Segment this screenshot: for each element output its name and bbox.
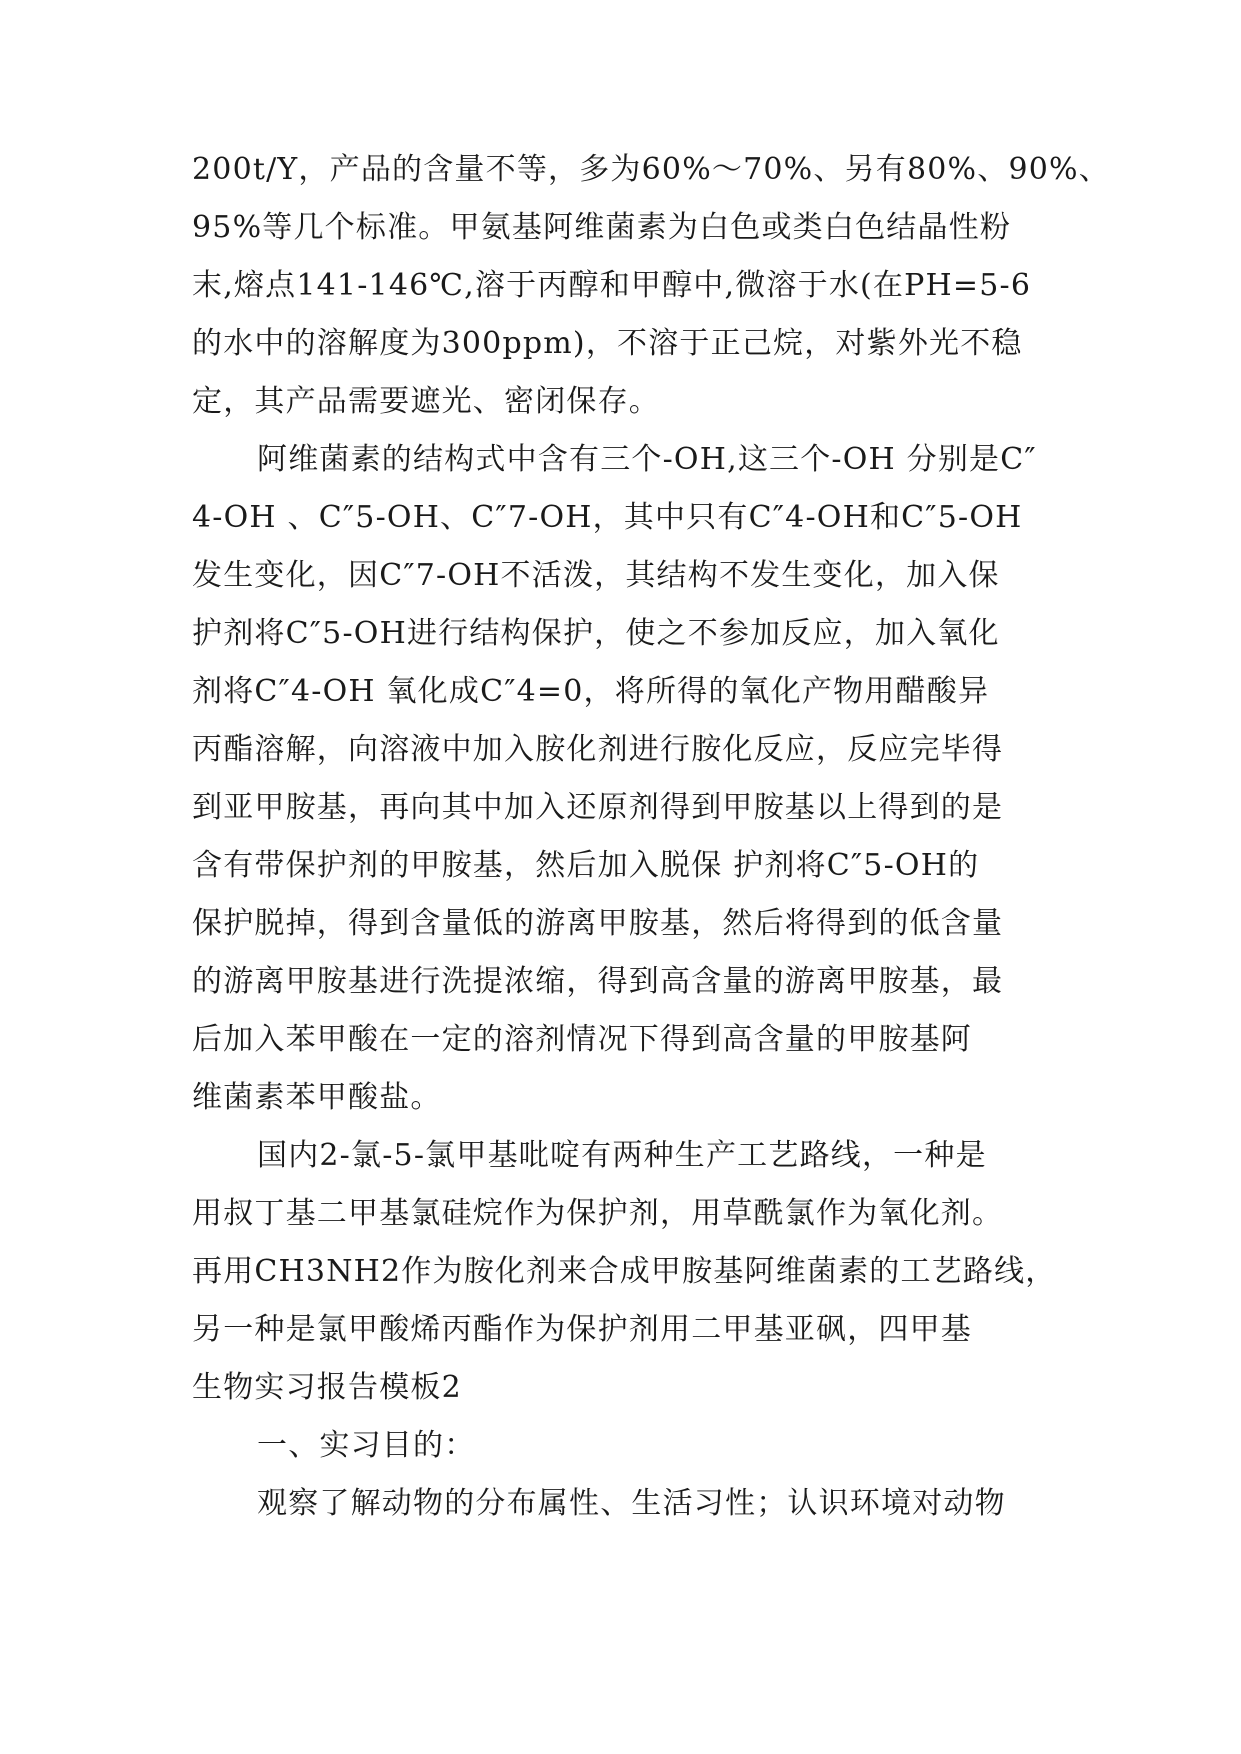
text-line: 含有带保护剂的甲胺基，然后加入脱保 护剂将C″5-OH的 xyxy=(192,848,980,883)
text-line: 200t/Y，产品的含量不等，多为60%～70%、另有80%、90%、 xyxy=(192,152,1110,187)
text-line: 定，其产品需要遮光、密闭保存。 xyxy=(192,384,660,419)
text-line: 末,熔点141-146℃,溶于丙醇和甲醇中,微溶于水(在PH=5-6 xyxy=(192,268,1032,303)
text-line: 剂将C″4-OH 氧化成C″4=0，将所得的氧化产物用醋酸异 xyxy=(192,674,990,709)
text-line: 后加入苯甲酸在一定的溶剂情况下得到高含量的甲胺基阿 xyxy=(192,1022,972,1057)
text-line: 另一种是氯甲酸烯丙酯作为保护剂用二甲基亚砜，四甲基 xyxy=(192,1312,972,1347)
paragraph-start-line: 国内2-氯-5-氯甲基吡啶有两种生产工艺路线，一种是 xyxy=(257,1138,987,1173)
text-line: 保护脱掉，得到含量低的游离甲胺基，然后将得到的低含量 xyxy=(192,906,1004,941)
text-line: 的水中的溶解度为300ppm)，不溶于正己烷，对紫外光不稳 xyxy=(192,326,1023,361)
text-line: 的游离甲胺基进行洗提浓缩，得到高含量的游离甲胺基，最 xyxy=(192,964,1004,999)
text-line: 再用CH3NH2作为胺化剂来合成甲胺基阿维菌素的工艺路线， xyxy=(192,1254,1057,1289)
text-line: 丙酯溶解，向溶液中加入胺化剂进行胺化反应，反应完毕得 xyxy=(192,732,1004,767)
text-line: 发生变化，因C″7-OH不活泼，其结构不发生变化，加入保 xyxy=(192,558,1000,593)
text-line: 用叔丁基二甲基氯硅烷作为保护剂，用草酰氯作为氧化剂。 xyxy=(192,1196,1004,1231)
text-line: 4-OH 、C″5-OH、C″7-OH，其中只有C″4-OH和C″5-OH xyxy=(192,500,1023,535)
paragraph-start-line: 观察了解动物的分布属性、生活习性；认识环境对动物 xyxy=(257,1486,1006,1521)
text-line: 到亚甲胺基，再向其中加入还原剂得到甲胺基以上得到的是 xyxy=(192,790,1004,825)
section-heading: 一、实习目的： xyxy=(257,1428,476,1463)
text-line: 95%等几个标准。甲氨基阿维菌素为白色或类白色结晶性粉 xyxy=(192,210,1012,245)
text-line: 护剂将C″5-OH进行结构保护，使之不参加反应，加入氧化 xyxy=(192,616,1000,651)
text-line: 维菌素苯甲酸盐。 xyxy=(192,1080,442,1115)
section-title: 生物实习报告模板2 xyxy=(192,1370,462,1405)
paragraph-start-line: 阿维菌素的结构式中含有三个-OH,这三个-OH 分别是C″ xyxy=(257,442,1037,477)
